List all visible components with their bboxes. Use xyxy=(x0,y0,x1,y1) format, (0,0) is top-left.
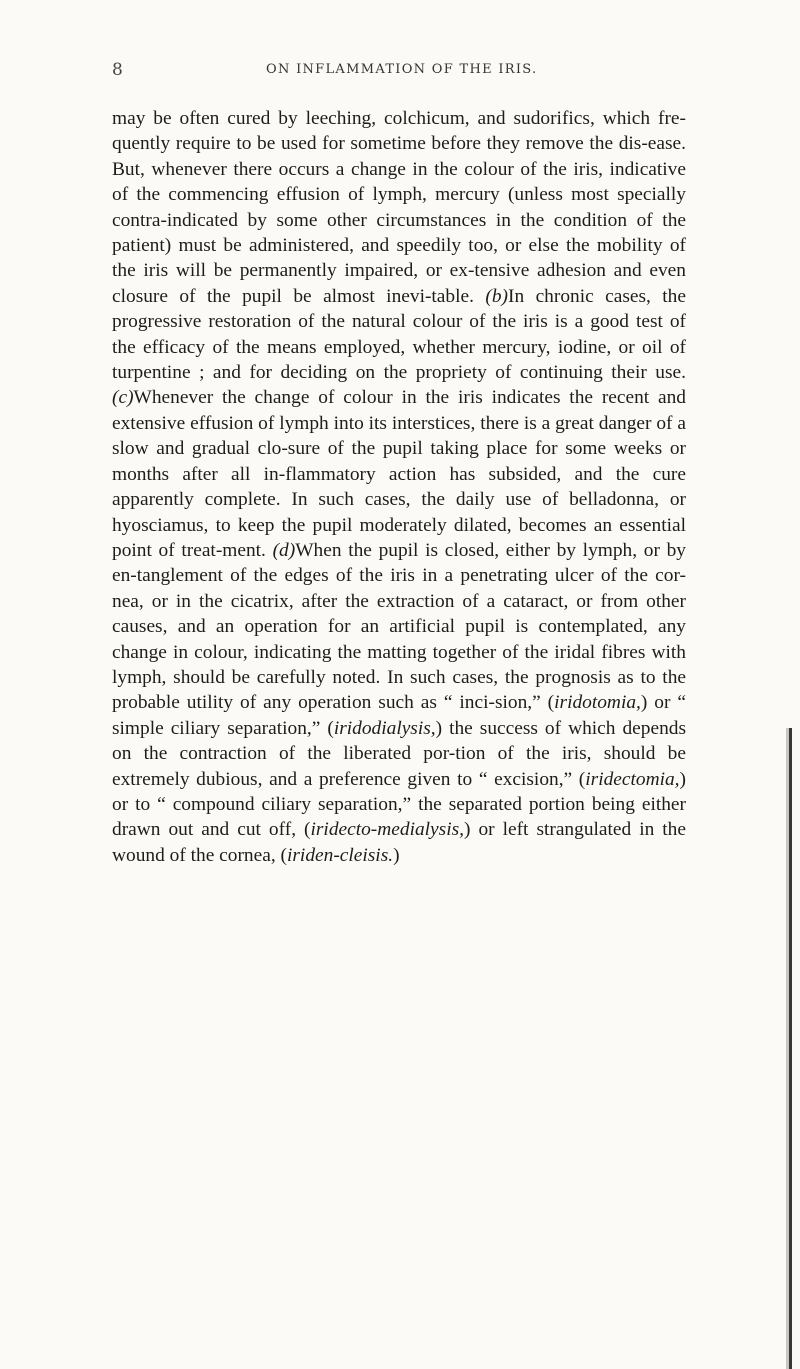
marker-c: (c) xyxy=(112,387,134,409)
text-segment-5: ) or “ simple ciliary separation,” ( xyxy=(112,692,686,739)
term-iridectomedialysis: iridecto-medialysis, xyxy=(310,819,464,841)
running-head xyxy=(112,60,682,84)
body-paragraph xyxy=(112,106,686,868)
text-segment-3: Whenever the change of colour in the iris indicates the recent and extensive effusion of lymph into its interstices, there is a great danger of a slow and gradual clo-sure of the pupil taking place for some weeks or months after all in-flammatory action has subsided, and the cure apparently complete. In such cases, the daily use of belladonna, or hyosciamus, to keep the pupil moderately dilated, becomes an essential point of treat-ment. xyxy=(112,387,686,561)
marker-d: (d) xyxy=(272,539,296,561)
term-iridectomia: iridectomia, xyxy=(585,768,680,790)
text-segment-9: ) xyxy=(393,844,400,866)
marker-b: (b) xyxy=(485,285,508,307)
text-segment-4: When the pupil is closed, either by lymph, or by en-tanglement of the edges of the iris in a penetrating ulcer of the cor-nea, or in the cicatrix, after the extraction of a cataract, or from other causes, and an operation for an artificial pupil is contemplated, any change in colour, indicating the matting together of the iridal fibres with lymph, should be carefully noted. In such cases, the prognosis as to the probable utility of any operation such as “ inci-sion,” ( xyxy=(112,539,686,714)
running-title: ON INFLAMMATION OF THE IRIS. xyxy=(266,62,538,77)
text-segment-2: In chronic cases, the progressive restoration of the natural colour of the iris is a good test of the efficacy of the means employed, whether mercury, iodine, or oil of turpentine ; and for deciding on the propriety of continuing their use. xyxy=(112,285,686,384)
text-segment-1: may be often cured by leeching, colchicum, and sudorifics, which fre-quently require to be used for sometime before they remove the dis-ease. But, whenever there occurs a change in the colour of the iris, indicative of the commencing effusion of lymph, mercury (unless most specially contra-indicated by some other circumstances in the condition of the patient) must be administered, and speedily too, or else the mobility of the iris will be permanently impaired, or ex-tensive adhesion and even closure of the pupil be almost inevi-table. xyxy=(112,108,686,307)
term-iridodialysis: iridodialysis, xyxy=(333,717,436,739)
term-iridencleisis: iriden-cleisis. xyxy=(287,844,394,866)
page-number: 8 xyxy=(112,60,123,80)
page-edge-line xyxy=(789,728,792,1369)
term-iridotomia: iridotomia, xyxy=(554,692,641,714)
text-segment-6: ) the success of which depends on the contraction of the liberated por-tion of the iris, should be extremely dubious, and a preference given to “ excision,” ( xyxy=(112,717,687,790)
text-segment-8: ) or left strangulated in the wound of the cornea, ( xyxy=(112,819,686,866)
text-segment-7: ) or to “ compound ciliary separation,” the separated portion being either drawn out and cut off, ( xyxy=(112,768,686,841)
